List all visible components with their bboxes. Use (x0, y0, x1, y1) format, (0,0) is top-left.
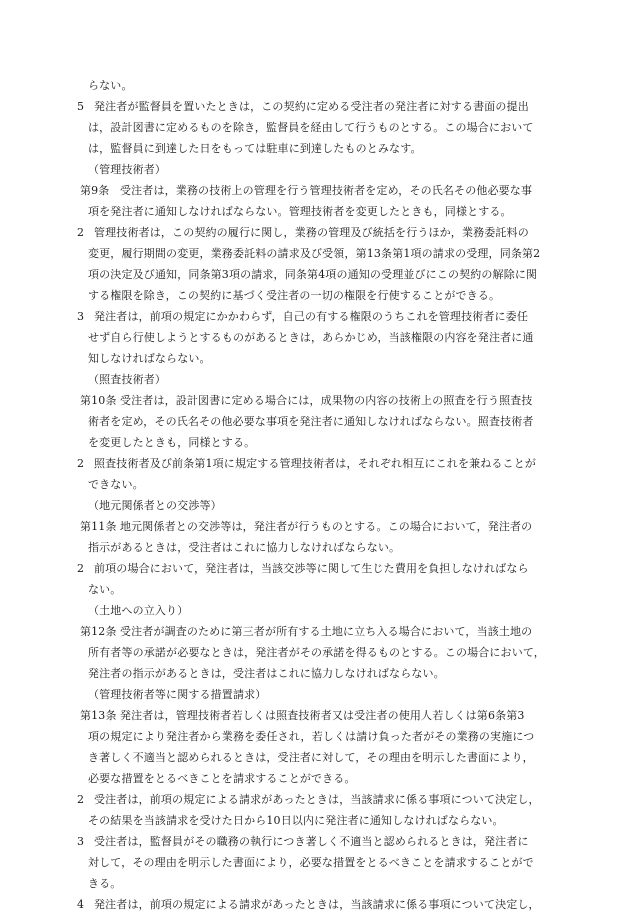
paragraph-line (80, 411, 590, 432)
line-text: 対して，その理由を明示した書面により，必要な措置をとるべきことを請求することがで (88, 856, 534, 869)
line-text: 所有者等の承諾が必要なときは，発注者がその承諾を得るものとする。この場合において， (88, 646, 545, 659)
numbered-item-line (77, 831, 590, 852)
line-text: き著しく不適当と認められるときは，受注者に対して，その理由を明示した書面により， (88, 751, 534, 764)
numbered-item-line (77, 789, 590, 810)
paragraph-line (80, 852, 590, 873)
line-text: を変更したときも，同様とする。 (88, 436, 256, 449)
paragraph-line (80, 138, 590, 159)
article-heading-line (80, 621, 590, 642)
line-text: 項の決定及び通知，同条第3項の請求，同条第4項の通知の受理並びにこの契約の解除に関 (88, 268, 538, 281)
line-text: 受注者は，前項の規定による請求があったときは，当該請求に係る事項について決定し， (94, 793, 540, 806)
article-heading-line (80, 390, 590, 411)
paragraph-line (80, 201, 590, 222)
line-text: その結果を当該請求を受けた日から10日以内に発注者に通知しなければならない。 (88, 814, 504, 827)
article-heading-line (80, 516, 590, 537)
line-text: 受注者は，監督員がその職務の執行につき著しく不適当と認められるときは，発注者に (94, 835, 529, 848)
paragraph-line (80, 117, 590, 138)
paragraph-line (80, 579, 590, 600)
line-text: 管理技術者は，この契約の履行に関し，業務の管理及び統括を行うほか，業務委託料の (94, 226, 529, 239)
article-caption (80, 159, 590, 180)
line-text: せず自ら行使しようとするものがあるときは，あらかじめ，当該権限の内容を発注者に通 (88, 331, 534, 344)
paragraph-line (80, 243, 590, 264)
line-text: 必要な措置をとるべきことを請求することができる。 (88, 772, 356, 785)
line-text: 発注者が監督員を置いたときは，この契約に定める受注者の発注者に対する書面の提出 (94, 100, 529, 113)
line-text: 受注者が調査のために第三者が所有する土地に立ち入る場合において，当該土地の (120, 625, 533, 638)
article-caption (80, 600, 590, 621)
paragraph-line (80, 264, 590, 285)
item-number: 3 (77, 310, 85, 323)
article-heading-line (80, 705, 590, 726)
line-text: 発注者は，前項の規定による請求があったときは，当該請求に係る事項について決定し， (94, 898, 540, 911)
line-text: 項の規定により発注者から業務を委任され，若しくは請け負った者がその業務の実施につ (88, 730, 535, 743)
article-heading-line (80, 180, 590, 201)
line-text: 地元関係者との交渉等は，発注者が行うものとする。この場合において，発注者の (120, 520, 533, 533)
article-caption (80, 369, 590, 390)
paragraph-line (80, 75, 590, 96)
line-text: する権限を除き，この契約に基づく受注者の一切の権限を行使することができる。 (88, 289, 501, 302)
line-text: 発注者の指示があるときは，受注者はこれに協力しなければならない。 (88, 667, 445, 680)
item-number: 2 (77, 226, 85, 239)
item-number: 5 (77, 100, 85, 113)
caption-text: （地元関係者との交渉等） (88, 499, 222, 512)
article-number: 第10条 (80, 394, 117, 407)
line-text: 知しなければならない。 (88, 352, 211, 365)
numbered-item-line (77, 894, 590, 915)
paragraph-line (80, 285, 590, 306)
line-text: できない。 (88, 478, 144, 491)
item-number: 2 (77, 562, 85, 575)
paragraph-line (80, 873, 590, 894)
paragraph-line (80, 348, 590, 369)
line-text: は，設計図書に定めるものを除き，監督員を経由して行うものとする。この場合において (88, 121, 534, 134)
item-number: 2 (77, 457, 85, 470)
paragraph-line (80, 747, 590, 768)
line-text: 受注者は，業務の技術上の管理を行う管理技術者を定め，その氏名その他必要な事 (120, 184, 533, 197)
paragraph-line (80, 663, 590, 684)
article-number: 第12条 (80, 625, 117, 638)
paragraph-line (80, 474, 590, 495)
line-text: ない。 (88, 583, 122, 596)
line-text: 術者を定め，その氏名その他必要な事項を発注者に通知しなければならない。照査技術者 (88, 415, 534, 428)
line-text: 発注者は，管理技術者若しくは照査技術者又は受注者の使用人若しくは第6条第3 (120, 709, 525, 722)
paragraph-line (80, 726, 590, 747)
caption-text: （管理技術者等に関する措置請求） (88, 688, 267, 701)
paragraph-line (80, 768, 590, 789)
line-text: 受注者は，設計図書に定める場合には，成果物の内容の技術上の照査を行う照査技 (120, 394, 533, 407)
item-number: 3 (77, 835, 85, 848)
caption-text: （管理技術者） (88, 163, 167, 176)
article-number: 第13条 (80, 709, 117, 722)
caption-text: （照査技術者） (88, 373, 167, 386)
caption-text: （土地への立入り） (88, 604, 189, 617)
item-number: 4 (77, 898, 85, 911)
item-number: 2 (77, 793, 85, 806)
line-text: きる。 (88, 877, 122, 890)
paragraph-line (80, 537, 590, 558)
line-text: 発注者は，前項の規定にかかわらず，自己の有する権限のうちこれを管理技術者に委任 (94, 310, 528, 323)
numbered-item-line (77, 222, 590, 243)
paragraph-line (80, 432, 590, 453)
numbered-item-line (77, 453, 590, 474)
article-caption (80, 495, 590, 516)
line-text: 指示があるときは，受注者はこれに協力しなければならない。 (88, 541, 401, 554)
line-text: 項を発注者に通知しなければならない。管理技術者を変更したときも，同様とする。 (88, 205, 512, 218)
paragraph-line (80, 327, 590, 348)
paragraph-line (80, 642, 590, 663)
paragraph-line (80, 810, 590, 831)
line-text: は，監督員に到達した日をもっては駐車に到達したものとみなす。 (88, 142, 422, 155)
line-text: らない。 (88, 79, 133, 92)
numbered-item-line (77, 96, 590, 117)
line-text: 変更，履行期間の変更，業務委託料の請求及び受領，第13条第1項の請求の受理，同条第2 (88, 247, 541, 260)
line-text: 照査技術者及び前条第1項に規定する管理技術者は，それぞれ相互にこれを兼ねることが (94, 457, 536, 470)
line-text: 前項の場合において，発注者は，当該交渉等に関して生じた費用を負担しなければなら (94, 562, 529, 575)
article-number: 第9条 (80, 184, 110, 197)
article-caption (80, 684, 590, 705)
numbered-item-line (77, 306, 590, 327)
article-number: 第11条 (80, 520, 117, 533)
numbered-item-line (77, 558, 590, 579)
